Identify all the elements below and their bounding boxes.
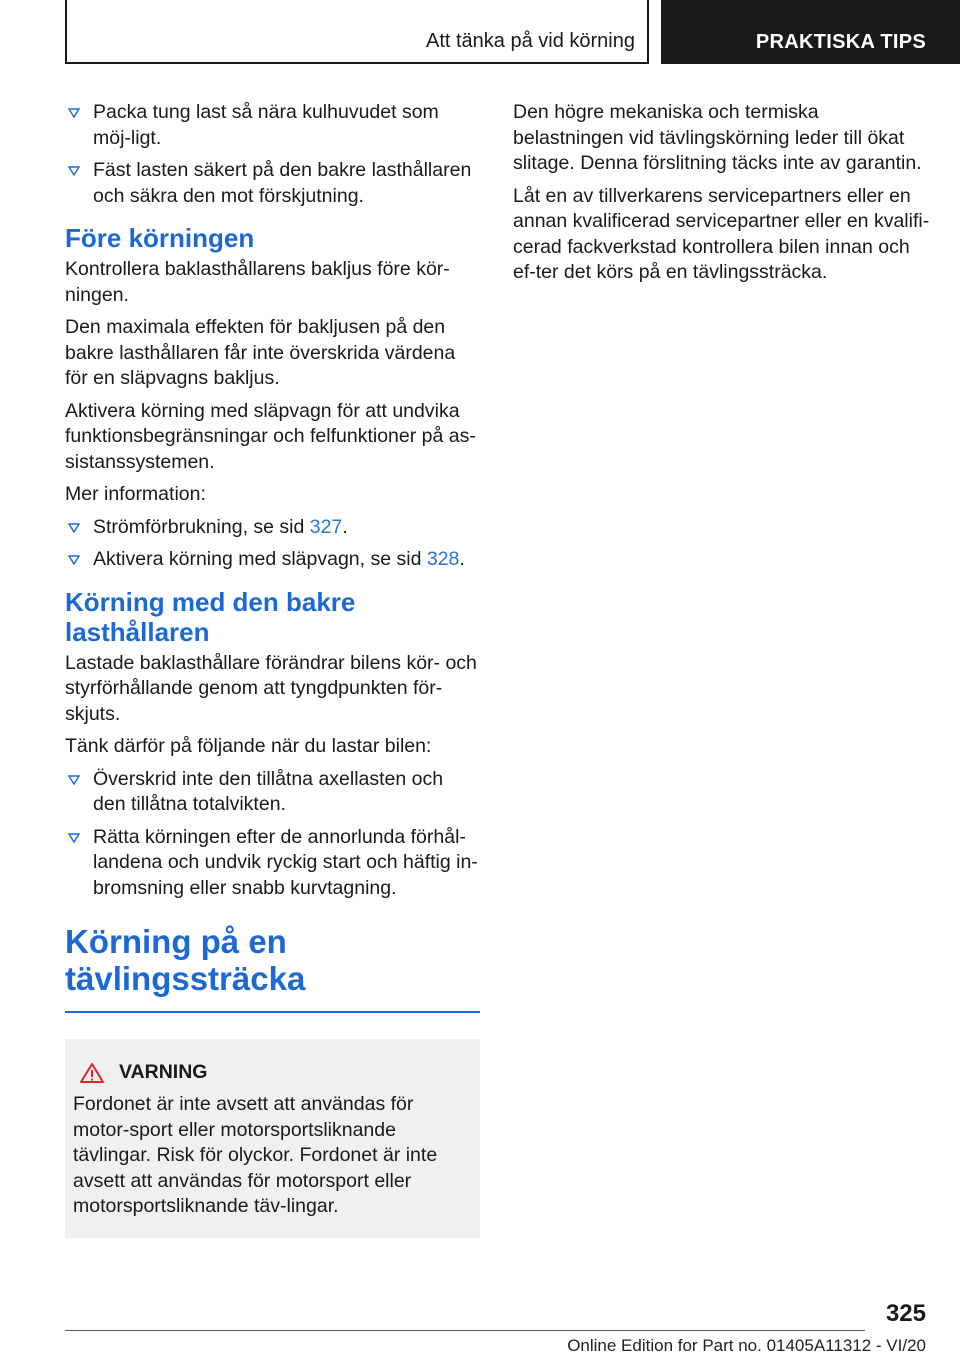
warning-header — [73, 1061, 472, 1084]
bullet-triangle-icon — [68, 775, 80, 785]
more-info-label: Mer information: — [65, 483, 206, 505]
warning-triangle-icon — [79, 1062, 105, 1084]
warning-text: Fordonet är inte avsett att användas för motor-sport eller motorsportsliknande tävlingar. Risk för olyckor. Fordonet är inte avsett att användas för motorsport eller motorsportsliknande täv-lingar. — [73, 1093, 438, 1217]
heading-line: Körning på en — [65, 923, 287, 960]
heading-driving-with-carrier — [65, 587, 480, 647]
heading-line: lasthållaren — [65, 616, 210, 647]
bullet-text: Rätta körningen efter de annorlunda förhål-landena och undvik ryckig start och häftig in-bromsning eller snabb kurvtagning. — [93, 825, 478, 899]
footer-edition: Online Edition for Part no. 01405A11312 - VI/20 — [567, 1336, 926, 1355]
bullet-text: Överskrid inte den tillåtna axellasten och den tillåtna totalvikten. — [93, 767, 444, 815]
footer-divider — [65, 1330, 865, 1331]
reference-text: Strömförbrukning, se sid — [93, 515, 310, 538]
reference-text: Aktivera körning med släpvagn, se sid — [93, 548, 427, 570]
chapter-title: Att tänka på vid körning — [425, 30, 635, 52]
bullet-triangle-icon — [68, 108, 80, 118]
header-chapter-box — [65, 0, 649, 64]
paragraph: Kontrollera baklasthållarens bakljus före kör-ningen. — [65, 258, 450, 306]
paragraph: Den högre mekaniska och termiska belastningen vid tävlingskörning leder till ökat slitage. Denna förslitning täcks inte av garantin. — [513, 101, 922, 174]
list-item — [65, 825, 480, 902]
section-title: PRAKTISKA TIPS — [755, 31, 926, 53]
left-column — [65, 100, 480, 1238]
paragraph: Den maximala effekten för bakljusen på den bakre lasthållaren får inte överskrida värdena för en släpvagns bakljus. — [65, 316, 456, 389]
bullet-text: Fäst lasten säkert på den bakre lasthållaren och säkra den mot förskjutning. — [93, 159, 472, 207]
page-link-327[interactable]: 327 — [309, 515, 343, 538]
bullet-triangle-icon — [68, 555, 80, 565]
list-item — [65, 100, 480, 151]
page-link-328[interactable]: 328 — [426, 548, 460, 570]
list-item — [65, 515, 480, 541]
period: . — [342, 515, 348, 538]
heading-line: tävlingssträcka — [65, 960, 306, 997]
bullet-triangle-icon — [68, 523, 80, 533]
bullet-triangle-icon — [68, 166, 80, 176]
paragraph: Låt en av tillverkarens servicepartners eller en annan kvalificerad servicepartner eller en kvalifi-cerad fackverkstad kontrollera bilen innan och ef-ter det körs på en tävlingssträcka. — [513, 184, 930, 283]
paragraph: Tänk därför på följande när du lastar bilen: — [65, 735, 432, 757]
list-item — [65, 158, 480, 209]
bullet-text: Packa tung last så nära kulhuvudet som möj-ligt. — [93, 101, 439, 149]
list-item — [65, 767, 480, 818]
warning-title: VARNING — [119, 1061, 208, 1083]
period: . — [459, 548, 465, 570]
page-number: 325 — [885, 1300, 926, 1327]
heading-divider — [65, 1011, 480, 1013]
heading-before-driving: Före körningen — [65, 223, 255, 253]
paragraph: Aktivera körning med släpvagn för att undvika funktionsbegränsningar och felfunktioner på as-sistanssystemen. — [65, 399, 476, 473]
header-section-tab — [661, 0, 960, 64]
paragraph: Lastade baklasthållare förändrar bilens kör- och styrförhållande genom att tyngdpunkten för-skjuts. — [65, 651, 477, 725]
warning-box — [65, 1039, 480, 1238]
heading-line: Körning med den bakre — [65, 586, 356, 617]
list-item — [65, 547, 480, 573]
right-column — [513, 100, 933, 293]
bullet-triangle-icon — [68, 833, 80, 843]
heading-race-track — [65, 923, 480, 997]
